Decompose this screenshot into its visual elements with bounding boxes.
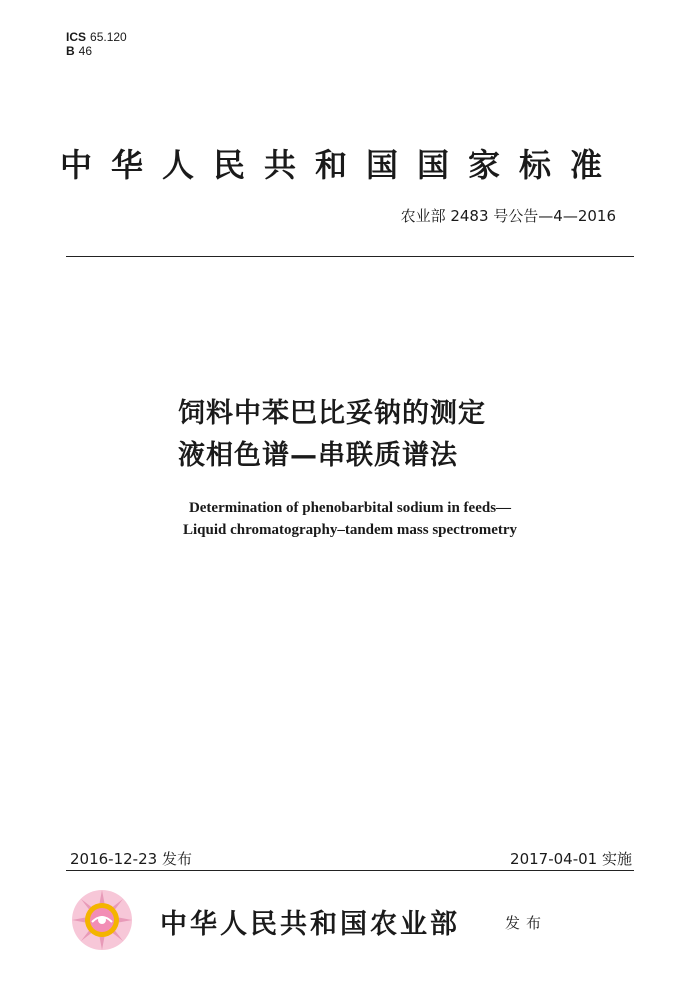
bottom-divider [66, 870, 634, 871]
top-divider [66, 256, 634, 257]
issuing-authority: 中华人民共和国农业部 [160, 909, 460, 940]
implementation-date: 2017-04-01 实施 [510, 850, 632, 868]
national-standard-title: 中华人民共和国国家标准 [60, 146, 622, 184]
publish-label: 发布 [505, 914, 548, 932]
issue-date: 2016-12-23 发布 [70, 850, 192, 868]
chinese-title [178, 393, 486, 477]
emblem-dot [98, 916, 106, 924]
ics-code: ICS 65.120 [66, 30, 127, 44]
standard-number: 农业部 2483 号公告—4—2016 [400, 207, 616, 225]
english-title-line2: Liquid chromatography–tandem mass spectrometry [182, 522, 518, 538]
class-code: B 46 [66, 44, 93, 58]
english-title-line1: Determination of phenobarbital sodium in feeds— [188, 500, 512, 516]
chinese-title-line2: 液相色谱—串联质谱法 [178, 440, 458, 471]
english-title [0, 497, 700, 541]
chinese-title-line1: 饲料中苯巴比妥钠的测定 [178, 398, 486, 429]
ministry-emblem-icon [70, 888, 134, 952]
classification-block [66, 30, 127, 58]
